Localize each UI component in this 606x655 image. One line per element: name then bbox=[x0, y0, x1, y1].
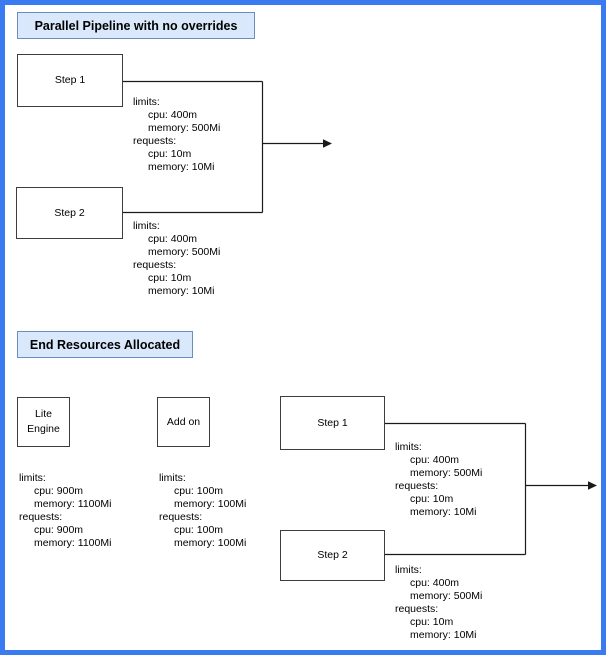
resource-line: memory: 10Mi bbox=[148, 161, 215, 173]
add-on-label: Add on bbox=[166, 415, 201, 428]
resource-line: limits: bbox=[133, 220, 160, 232]
top-step2-resources bbox=[133, 220, 220, 298]
top-step2-box bbox=[16, 187, 123, 239]
lite-engine-resources bbox=[19, 472, 111, 550]
resource-line: cpu: 10m bbox=[410, 616, 454, 628]
resource-line: memory: 10Mi bbox=[410, 629, 477, 641]
bottom-step2-box bbox=[280, 530, 385, 581]
resource-line: requests: bbox=[133, 135, 177, 147]
bottom-step1-label: Step 1 bbox=[317, 416, 348, 429]
resource-line: memory: 1100Mi bbox=[34, 537, 112, 549]
lite-engine-label-line2: Engine bbox=[27, 423, 60, 435]
resource-line: cpu: 400m bbox=[410, 454, 460, 466]
add-on-box bbox=[157, 397, 210, 447]
resource-line: cpu: 10m bbox=[410, 493, 454, 505]
resource-line: requests: bbox=[395, 603, 439, 615]
resource-line: memory: 10Mi bbox=[148, 285, 215, 297]
top-step1-label: Step 1 bbox=[54, 74, 86, 86]
resource-line: cpu: 10m bbox=[148, 148, 192, 160]
resource-line: limits: bbox=[395, 564, 422, 576]
resource-line: limits: bbox=[19, 472, 46, 484]
resource-line: cpu: 900m bbox=[34, 485, 84, 497]
lite-engine-label-line1: Lite bbox=[35, 408, 52, 420]
resource-line: cpu: 400m bbox=[410, 577, 460, 589]
top-section-title: Parallel Pipeline with no overrides bbox=[17, 12, 255, 39]
resource-line: memory: 500Mi bbox=[148, 246, 221, 258]
resource-line: limits: bbox=[159, 472, 186, 484]
resource-line: memory: 500Mi bbox=[148, 122, 221, 134]
resource-line: memory: 1100Mi bbox=[34, 498, 112, 510]
resource-line: memory: 100Mi bbox=[174, 498, 247, 510]
bottom-section-title: End Resources Allocated bbox=[17, 331, 193, 358]
resource-line: cpu: 100m bbox=[174, 524, 224, 536]
resource-line: memory: 500Mi bbox=[410, 467, 483, 479]
top-step1-resources bbox=[133, 96, 220, 174]
resource-line: cpu: 400m bbox=[148, 109, 198, 121]
resource-line: cpu: 10m bbox=[148, 272, 192, 284]
arrowhead-icon bbox=[323, 139, 332, 148]
resource-line: requests: bbox=[19, 511, 63, 523]
resource-line: cpu: 400m bbox=[148, 233, 198, 245]
resource-line: limits: bbox=[395, 441, 422, 453]
top-step1-box bbox=[17, 54, 123, 107]
resource-line: requests: bbox=[133, 259, 177, 271]
bottom-step1-box bbox=[280, 396, 385, 450]
bottom-step2-resources bbox=[395, 564, 482, 642]
resource-line: requests: bbox=[395, 480, 439, 492]
bottom-step1-resources bbox=[395, 441, 482, 519]
add-on-resources bbox=[159, 472, 246, 550]
resource-line: memory: 10Mi bbox=[410, 506, 477, 518]
lite-engine-box bbox=[17, 397, 70, 447]
top-step2-label: Step 2 bbox=[54, 206, 85, 219]
resource-line: cpu: 900m bbox=[34, 524, 84, 536]
resource-line: memory: 500Mi bbox=[410, 590, 483, 602]
resource-line: memory: 100Mi bbox=[174, 537, 247, 549]
resource-line: limits: bbox=[133, 96, 160, 108]
arrowhead-icon bbox=[588, 481, 597, 490]
bottom-step2-label: Step 2 bbox=[317, 549, 348, 561]
resource-line: cpu: 100m bbox=[174, 485, 224, 497]
resource-line: requests: bbox=[159, 511, 203, 523]
